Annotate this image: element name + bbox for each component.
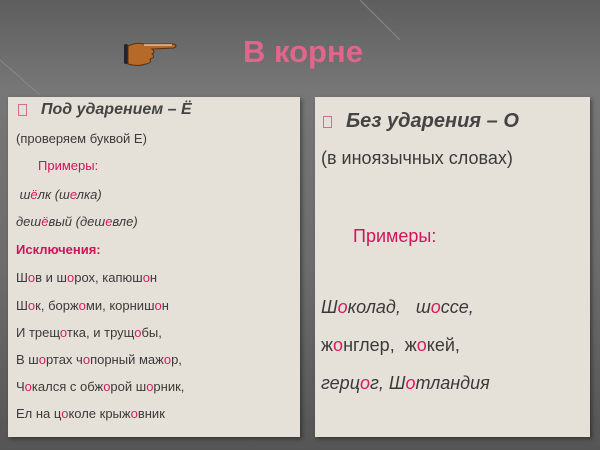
heading-letter: Ё xyxy=(180,101,192,118)
highlighted-letter: е xyxy=(69,187,77,202)
text-line xyxy=(16,352,182,367)
text-segment: ртах ч xyxy=(45,352,83,367)
text-segment: тландия xyxy=(415,373,490,393)
highlighted-letter: о xyxy=(405,373,416,393)
text-segment: к, борж xyxy=(35,298,79,313)
text-line xyxy=(321,148,513,169)
highlighted-letter: е xyxy=(105,214,113,229)
slide-title: В корне xyxy=(243,34,363,69)
panel-heading: Без ударения – О xyxy=(323,110,519,133)
heading-letter: О xyxy=(503,110,519,132)
unstressed-panel xyxy=(315,97,590,437)
highlighted-letter: о xyxy=(66,270,75,285)
text-segment: деш xyxy=(16,214,42,229)
text-segment: р, xyxy=(171,352,182,367)
text-segment: рой ш xyxy=(110,379,147,394)
highlighted-letter: о xyxy=(163,352,172,367)
text-segment: коле крыж xyxy=(68,406,131,421)
text-segment: колад, ш xyxy=(347,297,431,317)
text-segment: бы, xyxy=(141,325,162,340)
text-segment: ш xyxy=(16,187,31,202)
text-segment: н xyxy=(161,298,169,313)
text-segment: рох, капюш xyxy=(74,270,143,285)
highlighted-letter: о xyxy=(103,379,111,394)
text-segment: г, Ш xyxy=(370,373,406,393)
text-segment: лк (ш xyxy=(37,187,70,202)
text-line xyxy=(321,297,474,318)
text-segment: лка) xyxy=(76,187,102,202)
text-line xyxy=(16,298,169,313)
highlighted-letter: о xyxy=(82,352,91,367)
bullet-icon xyxy=(18,104,27,116)
text-segment: вый (деш xyxy=(48,214,106,229)
text-segment: вник xyxy=(137,406,165,421)
text-segment: Примеры: xyxy=(353,226,437,246)
text-segment: (проверяем буквой Е) xyxy=(16,131,147,146)
highlighted-letter: о xyxy=(59,325,67,340)
highlighted-letter: о xyxy=(146,379,154,394)
text-segment: нглер, ж xyxy=(343,335,417,355)
text-segment: рник, xyxy=(153,379,185,394)
text-segment: в и ш xyxy=(35,270,67,285)
text-line xyxy=(16,214,138,229)
highlighted-letter: о xyxy=(38,352,46,367)
text-segment: ми, корниш xyxy=(85,298,155,313)
text-line xyxy=(38,158,98,173)
highlighted-letter: о xyxy=(142,270,150,285)
highlighted-letter: ё xyxy=(41,214,49,229)
highlighted-letter: о xyxy=(27,298,36,313)
text-segment: Примеры: xyxy=(38,158,99,173)
text-line xyxy=(16,187,102,202)
text-segment: Ел на ц xyxy=(16,406,62,421)
highlighted-letter: о xyxy=(430,297,441,317)
text-line xyxy=(16,270,157,285)
text-line xyxy=(16,131,147,146)
highlighted-letter: о xyxy=(360,373,371,393)
stressed-panel xyxy=(8,97,300,437)
text-segment: Ш xyxy=(16,298,28,313)
highlighted-letter: о xyxy=(27,270,36,285)
text-line xyxy=(321,373,490,394)
text-segment: н xyxy=(149,270,158,285)
text-segment: (в иноязычных словах) xyxy=(321,148,513,168)
text-segment: тка, и трущ xyxy=(66,325,135,340)
text-line xyxy=(16,379,184,394)
text-line xyxy=(353,226,436,247)
text-segment: кался с обж xyxy=(31,379,104,394)
text-segment: ссе, xyxy=(440,297,474,317)
text-segment: Ш xyxy=(16,270,28,285)
text-segment: кей, xyxy=(426,335,460,355)
text-segment: герц xyxy=(321,373,360,393)
highlighted-letter: о xyxy=(130,406,138,421)
text-line xyxy=(16,325,162,340)
text-segment: Исключения: xyxy=(16,242,101,257)
text-segment: Ш xyxy=(321,297,338,317)
highlighted-letter: о xyxy=(134,325,142,340)
highlighted-letter: о xyxy=(78,298,86,313)
text-segment: вле) xyxy=(112,214,138,229)
highlighted-letter: о xyxy=(154,298,162,313)
text-segment: ж xyxy=(321,335,334,355)
text-line xyxy=(16,242,101,257)
text-segment: В ш xyxy=(16,352,39,367)
bullet-icon xyxy=(323,116,332,128)
highlighted-letter: о xyxy=(333,335,344,355)
text-line xyxy=(321,335,460,356)
highlighted-letter: о xyxy=(24,379,32,394)
highlighted-letter: ё xyxy=(30,187,38,202)
text-segment: порный маж xyxy=(90,352,164,367)
highlighted-letter: о xyxy=(337,297,348,317)
panel-heading: Под ударением – Ё xyxy=(18,101,192,119)
text-segment: Ч xyxy=(16,379,25,394)
highlighted-letter: о xyxy=(61,406,69,421)
text-line xyxy=(16,406,165,421)
pointing-hand-icon xyxy=(122,40,182,70)
highlighted-letter: о xyxy=(416,335,427,355)
text-segment: И трещ xyxy=(16,325,60,340)
